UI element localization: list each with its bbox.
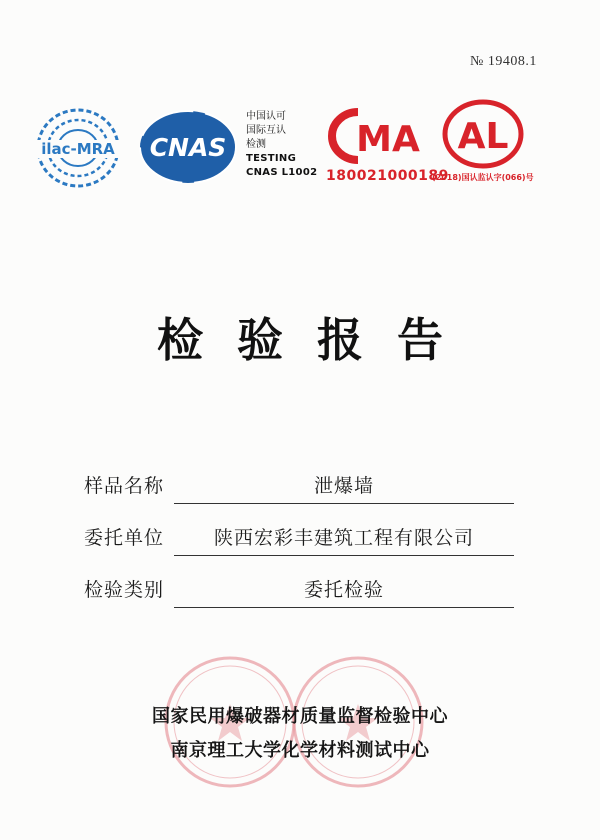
field-label: 样品名称: [84, 475, 165, 497]
page-title: 检验报告: [157, 313, 477, 367]
field-value: 陕西宏彩丰建筑工程有限公司: [213, 527, 474, 549]
field-underline: [174, 555, 514, 556]
cnas-text-line: 检测: [246, 139, 266, 150]
organization-name-1: 国家民用爆破器材质量监督检验中心: [152, 706, 448, 727]
field-underline: [174, 607, 514, 608]
cma-logo-text: MA: [356, 119, 420, 160]
field-sample-name: [84, 470, 524, 504]
cnas-text-line: TESTING: [246, 153, 297, 164]
report-number: № 19408.1: [470, 54, 537, 69]
ilac-mra-logo: [30, 104, 130, 190]
cnas-text-line: 中国认可: [246, 111, 286, 122]
field-value: 泄爆墙: [313, 475, 374, 497]
field-underline: [174, 503, 514, 504]
cma-logo: [328, 106, 424, 166]
cnas-logo-text: CNAS: [149, 133, 227, 162]
field-client: [84, 522, 524, 556]
cnas-text-line: 国际互认: [246, 125, 286, 136]
field-label: 委托单位: [84, 527, 165, 549]
cal-logo: [440, 98, 526, 170]
field-test-type: [84, 574, 524, 608]
field-label: 检验类别: [84, 579, 165, 601]
cnas-logo: [136, 108, 240, 186]
field-value: 委托检验: [303, 579, 384, 601]
cal-logo-text: AL: [457, 116, 509, 157]
cma-number: 180021000189: [326, 168, 449, 184]
cnas-accreditation-text: [246, 110, 317, 180]
cnas-text-line: CNAS L1002: [246, 167, 318, 178]
organization-name-2: 南京理工大学化学材料测试中心: [170, 740, 430, 761]
ilac-logo-text: ilac-MRA: [41, 140, 115, 158]
cal-certificate-text: (2018)国认监认字(066)号: [432, 173, 534, 182]
